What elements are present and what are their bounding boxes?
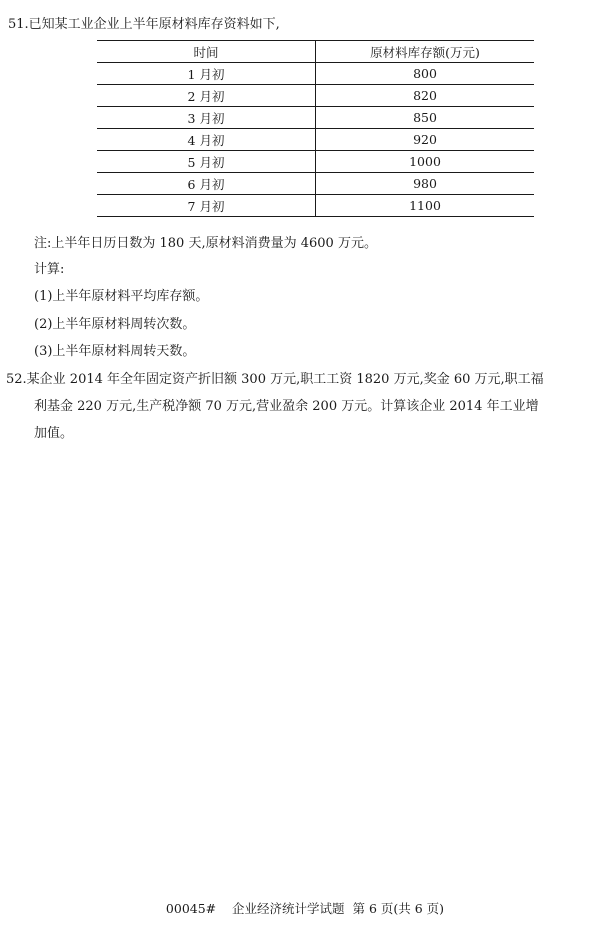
table-note: 注:上半年日历日数为 180 天,原材料消费量为 4600 万元。: [34, 236, 377, 251]
inventory-table: [97, 40, 534, 217]
page-footer: 00045# 企业经济统计学试题 第 6 页(共 6 页): [165, 901, 445, 916]
time-cell: 4 月初: [187, 132, 225, 148]
question-51-stem: 51.已知某工业企业上半年原材料库存资料如下,: [8, 17, 280, 32]
inventory-cell: 1100: [316, 195, 535, 217]
table-header-row: [97, 41, 534, 63]
time-cell: 6 月初: [187, 176, 225, 192]
question-52-line-3: 加值。: [34, 426, 74, 441]
inventory-cell: 800: [316, 63, 535, 85]
column-header-inventory: 原材料库存额(万元): [316, 41, 535, 63]
question-52: [6, 366, 602, 447]
table-row: [97, 173, 534, 195]
inventory-cell: 820: [316, 85, 535, 107]
column-header-time: 时间: [193, 44, 219, 60]
table-row: [97, 129, 534, 151]
inventory-cell: 1000: [316, 151, 535, 173]
calc-item-2: (2)上半年原材料周转次数。: [34, 317, 196, 332]
inventory-cell: 920: [316, 129, 535, 151]
table-row: [97, 107, 534, 129]
inventory-cell: 980: [316, 173, 535, 195]
time-cell: 3 月初: [187, 110, 225, 126]
time-cell: 2 月初: [187, 88, 225, 104]
question-52-line-2: 利基金 220 万元,生产税净额 70 万元,营业盈余 200 万元。计算该企业 2014 年工业增: [34, 399, 539, 414]
calc-item-3: (3)上半年原材料周转天数。: [34, 344, 196, 359]
question-52-line-1: 52.某企业 2014 年全年固定资产折旧额 300 万元,职工工资 1820 万元,奖金 60 万元,职工福: [6, 372, 544, 387]
time-cell: 5 月初: [187, 154, 225, 170]
calc-label: 计算:: [34, 262, 65, 277]
time-cell: 1 月初: [187, 66, 225, 82]
calc-item-1: (1)上半年原材料平均库存额。: [34, 289, 209, 304]
time-cell: 7 月初: [187, 198, 225, 214]
inventory-cell: 850: [316, 107, 535, 129]
table-row: [97, 85, 534, 107]
table-row: [97, 151, 534, 173]
table-row: [97, 63, 534, 85]
table-row: [97, 195, 534, 217]
